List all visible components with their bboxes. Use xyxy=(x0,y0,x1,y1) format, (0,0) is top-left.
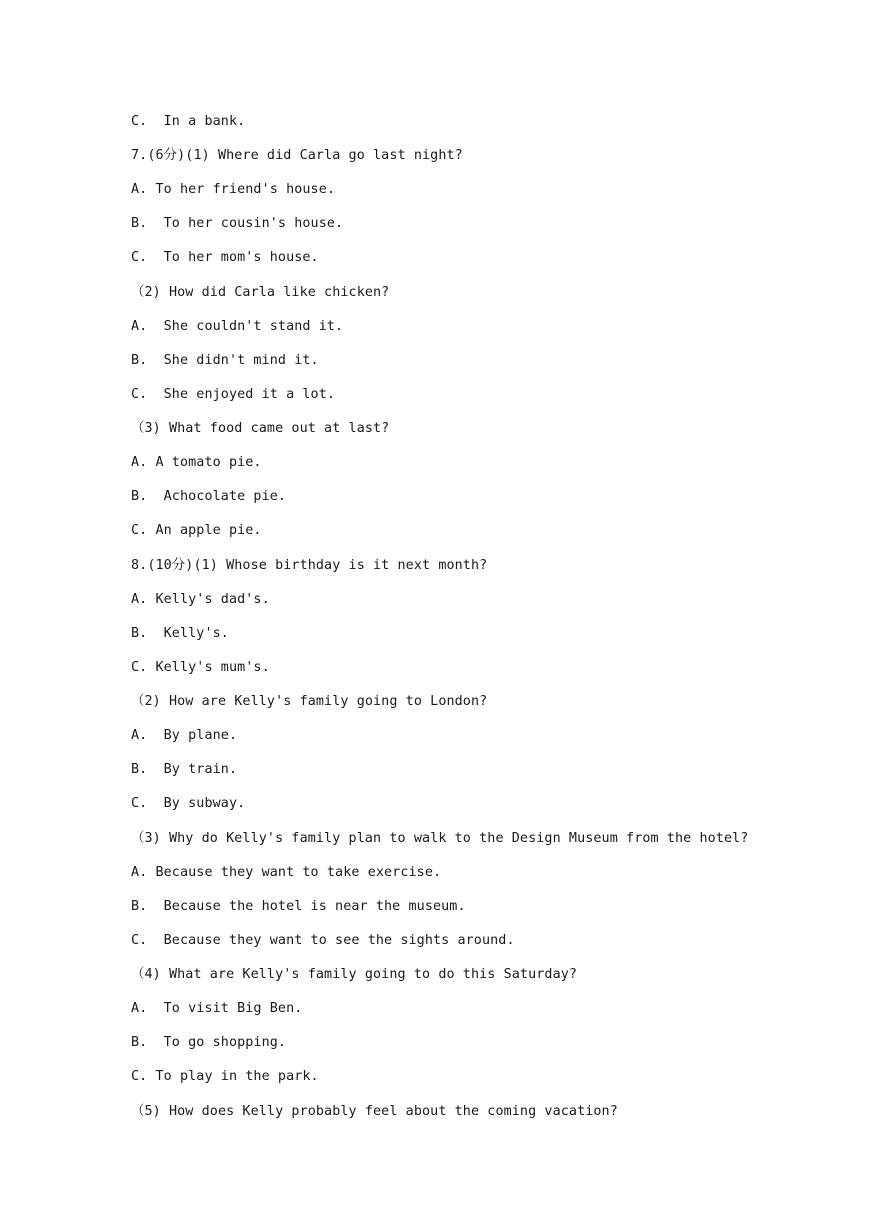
option-text: A. To visit Big Ben. xyxy=(131,1001,303,1016)
option-text: C. In a bank. xyxy=(131,114,246,129)
option-text: B. She didn't mind it. xyxy=(131,353,319,368)
option-text: C. An apple pie. xyxy=(131,523,262,538)
option-text: B. By train. xyxy=(131,762,238,777)
option-text: B. Achocolate pie. xyxy=(131,489,287,504)
option-text: B. To go shopping. xyxy=(131,1035,287,1050)
option-text: C. By subway. xyxy=(131,796,246,811)
option-text: B. Because the hotel is near the museum. xyxy=(131,899,466,914)
option-text: A. By plane. xyxy=(131,728,238,743)
sub-question: （4) What are Kelly's family going to do this Saturday? xyxy=(131,967,578,982)
question-heading: 7.(6分)(1) Where did Carla go last night? xyxy=(131,148,463,163)
option-text: C. Because they want to see the sights around. xyxy=(131,933,515,948)
option-text: C. To her mom's house. xyxy=(131,250,319,265)
option-text: B. To her cousin's house. xyxy=(131,216,344,231)
option-text: C. Kelly's mum's. xyxy=(131,660,270,675)
option-text: A. Because they want to take exercise. xyxy=(131,865,442,880)
option-text: A. To her friend's house. xyxy=(131,182,336,197)
option-text: C. To play in the park. xyxy=(131,1069,319,1084)
sub-question: （2) How are Kelly's family going to London? xyxy=(131,694,488,709)
sub-question: （3) What food came out at last? xyxy=(131,421,390,436)
sub-question: （3) Why do Kelly's family plan to walk to the Design Museum from the hotel? xyxy=(131,831,749,846)
option-text: A. A tomato pie. xyxy=(131,455,262,470)
sub-question: （5) How does Kelly probably feel about the coming vacation? xyxy=(131,1104,618,1119)
option-text: C. She enjoyed it a lot. xyxy=(131,387,336,402)
sub-question: （2) How did Carla like chicken? xyxy=(131,285,390,300)
option-text: A. She couldn't stand it. xyxy=(131,319,344,334)
option-text: A. Kelly's dad's. xyxy=(131,592,270,607)
question-heading: 8.(10分)(1) Whose birthday is it next month? xyxy=(131,558,488,573)
option-text: B. Kelly's. xyxy=(131,626,229,641)
